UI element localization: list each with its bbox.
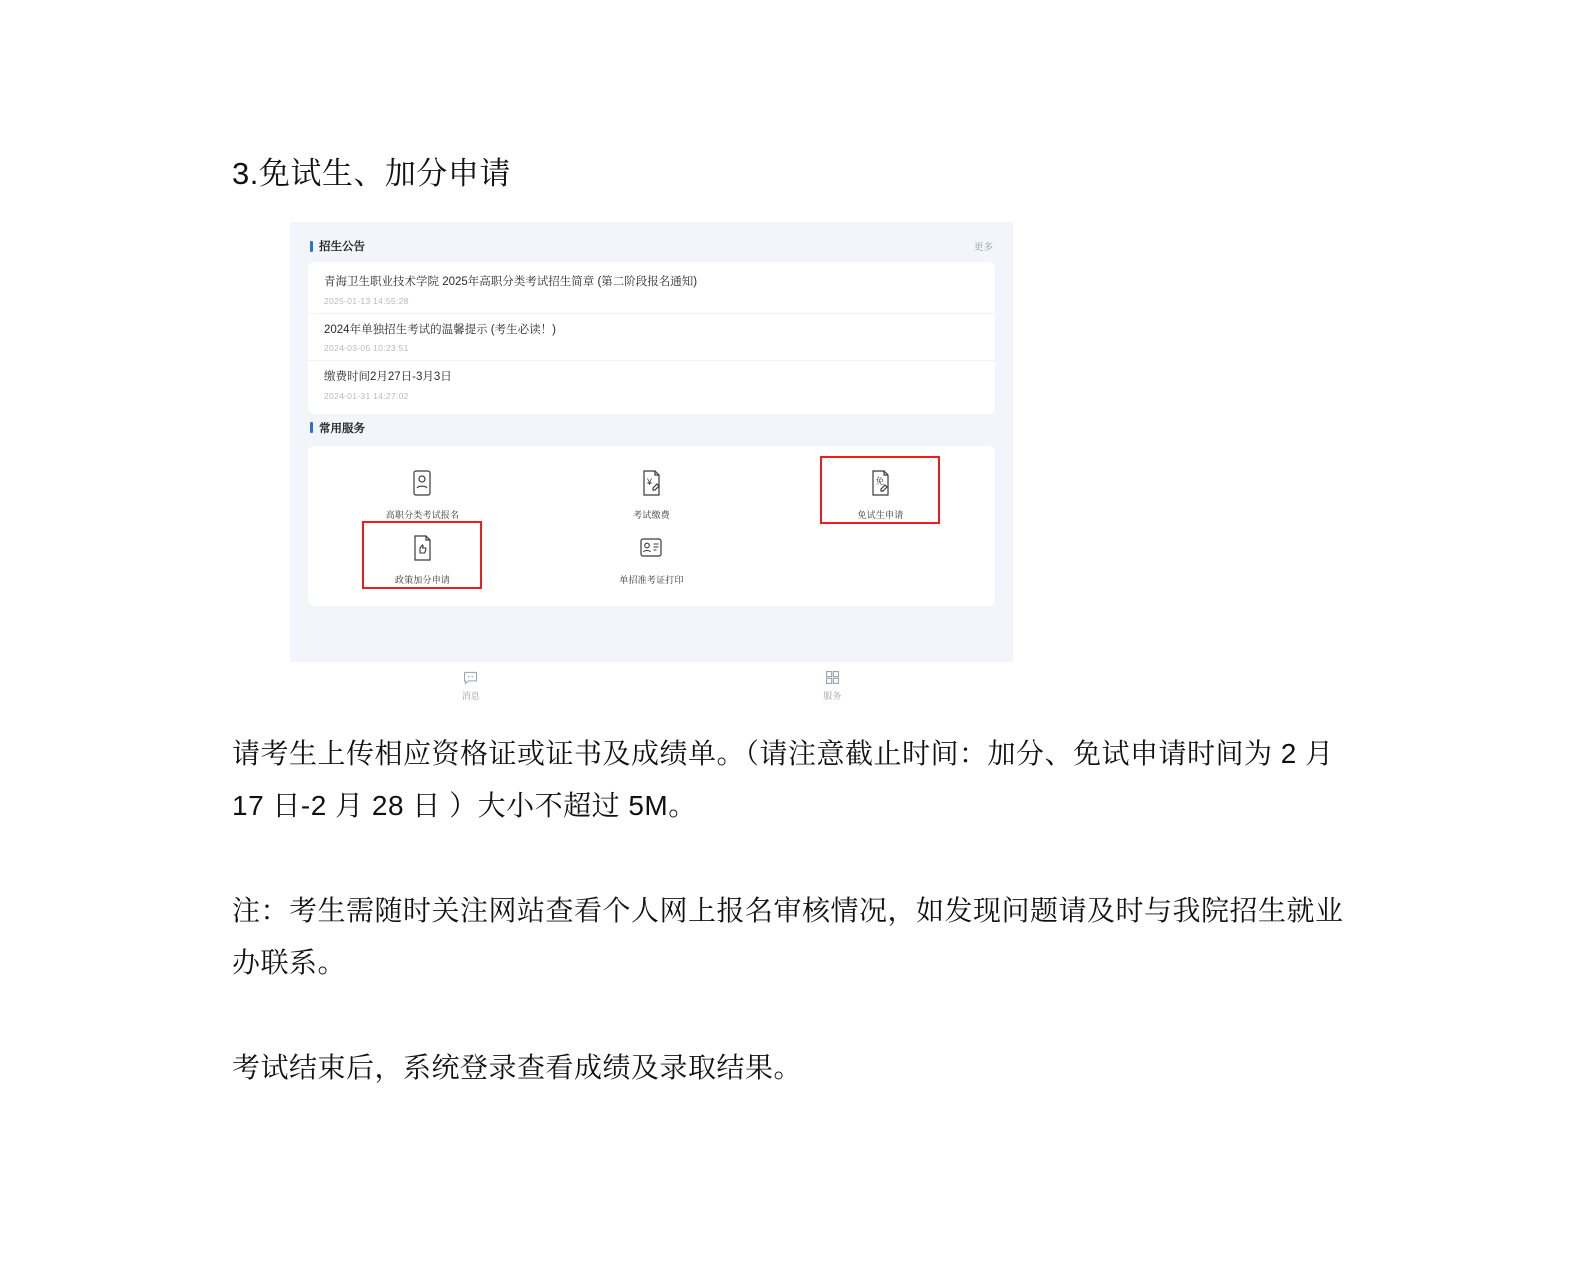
paragraph-upload-instructions: 请考生上传相应资格证或证书及成绩单。（请注意截止时间：加分、免试申请时间为 2 月 17 日-2 月 28 日 ）大小不超过 5M。 — [232, 738, 1334, 821]
notice-date: 2024-01-31 14:27:02 — [324, 390, 409, 401]
notice-date: 2024-03-05 10:23:51 — [324, 343, 409, 354]
tab-messages[interactable] — [290, 662, 652, 708]
admission-ticket-icon — [634, 531, 668, 565]
list-item[interactable] — [308, 266, 995, 313]
grid-icon — [824, 669, 841, 686]
list-item[interactable] — [308, 313, 995, 361]
paragraph-note: 注：考生需随时关注网站查看个人网上报名审核情况，如发现问题请及时与我院招生就业办联系。 — [232, 895, 1344, 978]
notice-section-header — [308, 232, 995, 262]
paragraph-results: 考试结束后，系统登录查看成绩及录取结果。 — [232, 1052, 803, 1083]
service-label: 免试生申请 — [857, 509, 904, 520]
title-accent-bar-icon — [310, 241, 313, 252]
service-item-admission-ticket-print[interactable] — [537, 525, 766, 590]
service-item-exemption-application[interactable] — [766, 460, 995, 525]
services-grid — [308, 446, 995, 606]
services-row-1 — [308, 460, 995, 525]
thumbs-up-form-icon — [405, 531, 439, 565]
tab-label: 服务 — [823, 690, 842, 701]
notice-date: 2025-01-13 14:55:28 — [324, 295, 409, 306]
services-section-title-wrap — [310, 420, 365, 436]
svg-text:¥: ¥ — [647, 476, 653, 487]
notice-list — [308, 262, 995, 414]
page-heading: 3.免试生、加分申请 — [232, 156, 511, 191]
tab-label: 消息 — [461, 690, 480, 701]
embedded-app-screenshot — [290, 222, 1013, 702]
service-item-empty — [766, 525, 995, 590]
notice-title: 青海卫生职业技术学院 2025年高职分类考试招生简章 (第二阶段报名通知) — [324, 276, 698, 288]
services-section-title: 常用服务 — [319, 422, 365, 435]
chat-icon — [462, 669, 479, 686]
service-label: 高职分类考试报名 — [385, 509, 460, 520]
tab-services[interactable] — [652, 662, 1014, 708]
service-item-bonus-points-application[interactable] — [308, 525, 537, 590]
services-row-2 — [308, 525, 995, 590]
id-card-icon — [405, 466, 439, 500]
service-item-exam-payment[interactable] — [537, 460, 766, 525]
payment-form-icon — [634, 466, 668, 500]
notice-more-link[interactable]: 更多 — [973, 242, 993, 253]
service-label: 单招准考证打印 — [619, 574, 684, 585]
services-section-header — [308, 414, 995, 444]
service-label: 考试缴费 — [633, 509, 670, 520]
title-accent-bar-icon — [310, 422, 313, 433]
exemption-form-icon — [863, 466, 897, 500]
notice-title: 缴费时间2月27日-3月3日 — [324, 371, 452, 384]
svg-text:免: 免 — [875, 475, 885, 486]
service-label: 政策加分申请 — [394, 574, 451, 585]
service-item-exam-registration[interactable] — [308, 460, 537, 525]
notice-section-title: 招生公告 — [319, 241, 365, 253]
list-item[interactable] — [308, 360, 995, 408]
notice-title: 2024年单独招生考试的温馨提示 (考生必读！) — [324, 323, 556, 336]
bottom-tabbar — [290, 662, 1013, 708]
notice-section-title-wrap — [310, 238, 365, 254]
